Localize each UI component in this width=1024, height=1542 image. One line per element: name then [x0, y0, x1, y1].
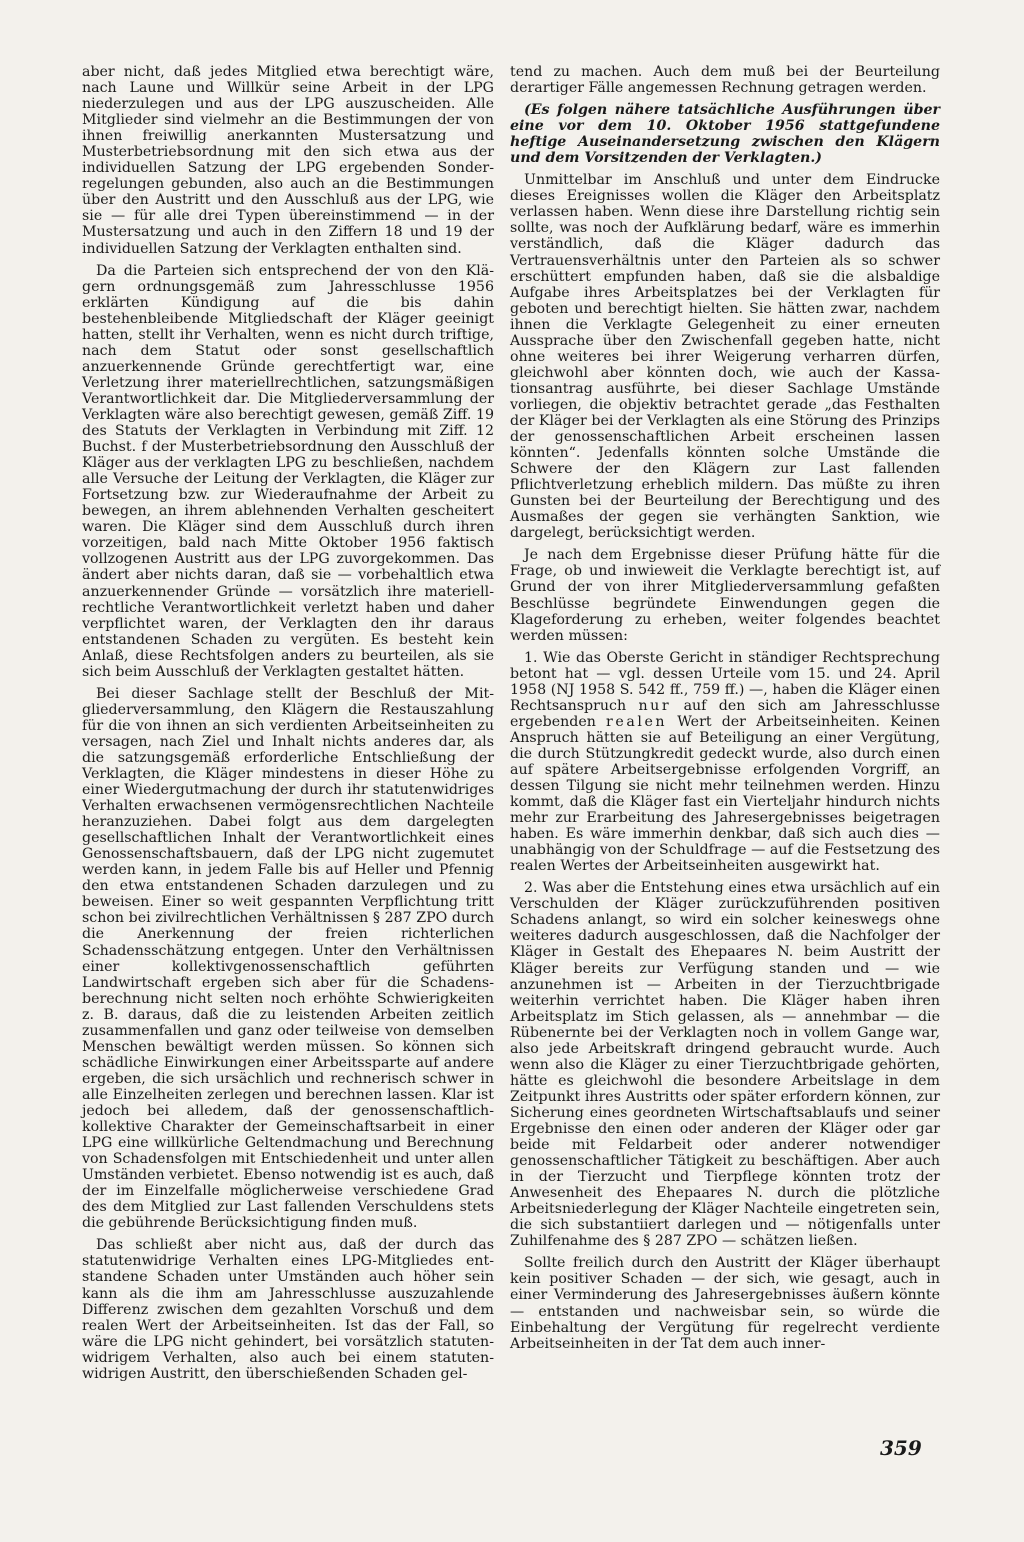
paragraph: Sollte freilich durch den Austritt der Kläger überhaupt kein positiver Schaden — der sich, wie gesagt, auch in einer Verminderung des Jahresergebnisses äußern könnte — entstanden und nachweisbar sein, so würde die Einbehaltung der Vergütung für regelrecht verdiente Arbeitseinheiten in der Tat dem auch inner- — [510, 1255, 940, 1352]
paragraph: Unmittelbar im Anschluß und unter dem Eindrucke dieses Ereignisses wollen die Kläger den Arbeitsplatz verlassen haben. Wenn diese ihre Darstellung richtig sein sollte, was noch der Aufklärung bedarf, wäre es immerhin verständlich, daß die Kläger dadurch das Vertrauensverhältnis unter den Parteien als so schwer erschüttert empfunden haben, daß sie die alsbaldige Aufgabe ihres Arbeitsplatzes bei der Verklagten für geboten und berechtigt hielten. Sie hätten zwar, nachdem ihnen die Verklagte Gelegenheit zu einer erneuten Aussprache über den Zwischenfall gegeben hatte, nicht ohne weiteres bei ihrer Weigerung verharren dürfen, gleichwohl aber könnten doch, wie auch der Kassationsantrag ausführte, bei dieser Sachlage Umstände vorliegen, die objektiv betrachtet gerade „das Festhalten der Kläger bei der Verklagten als eine Störung des Prinzips der genossenschaftlichen Arbeit erscheinen lassen könnten“. Jedenfalls könnten solche Umstände die Schwere der den Klägern zur Last fallenden Pflichtverletzung erheblich mildern. Das müßte zu ihren Gunsten bei der Beurteilung der Berechtigung und des Ausmaßes der gegen sie verhängten Sanktion, wie dargelegt, berücksichtigt werden. — [510, 172, 940, 542]
paragraph: tend zu machen. Auch dem muß bei der Beurteilung derartiger Fälle angemessen Rechnung getragen werden. — [510, 64, 940, 97]
emphasis: nur — [638, 697, 672, 714]
left-column — [82, 64, 494, 1388]
right-column — [510, 64, 940, 1358]
emphasis: realen — [606, 713, 668, 730]
paragraph: Bei dieser Sachlage stellt der Beschluß der Mitgliederversammlung, den Klägern die Restauszahlung für die von ihnen an sich verdienten Arbeitseinheiten zu versagen, nach Ziel und Inhalt nichts anderes dar, als die satzungsgemäß erforderliche Entschließung der Verklagten, die Kläger mindestens in dieser Höhe zu einer Wiedergutmachung der durch ihr statutenwidriges Verhalten erwachsenen vermögensrechtlichen Nachteile heranzuziehen. Dabei folgt aus dem dargelegten gesellschaftlichen Inhalt der Verantwortlichkeit eines Genossenschaftsbauern, daß der LPG nicht zugemutet werden kann, in jedem Falle bis auf Heller und Pfennig den etwa entstandenen Schaden darzulegen und zu beweisen. Einer so weit gespannten Verpflichtung tritt schon bei zivilrechtlichen Verhältnissen § 287 ZPO durch die Anerkennung der freien richterlichen Schadensschätzung entgegen. Unter den Verhältnissen einer kollektivgenossenschaftlich geführten Landwirtschaft ergeben sich aber für die Schadensberechnung nicht selten noch erhöhte Schwierigkeiten z. B. daraus, daß die zu leistenden Arbeiten zeitlich zusammenfallen und ganz oder teilweise von demselben Menschen bewältigt werden müssen. So können sich schädliche Einwirkungen einer Arbeitssparte auf andere ergeben, die sich ursächlich und rechnerisch schwer in alle Einzelheiten zerlegen und berechnen lassen. Klar ist jedoch bei alledem, daß der genossenschaftlich-kollektive Charakter der Gemeinschaftsarbeit in einer LPG eine willkürliche Geltendmachung und Berechnung von Schadensfolgen mit Entschiedenheit und unter allen Umständen verbietet. Ebenso notwendig ist es auch, daß der im Einzelfalle möglicherweise verschiedene Grad des dem Mitglied zur Last fallenden Verschuldens stets die gebührende Berücksichtigung finden muß. — [82, 685, 494, 1232]
paragraph: Das schließt aber nicht aus, daß der durch das statutenwidrige Verhalten eines LPG-Mitgliedes entstandene Schaden unter Umständen auch höher sein kann als die ihm am Jahresschlusse auszuzahlende Differenz zwischen dem gezahlten Vorschuß und dem realen Wert der Arbeitseinheiten. Ist das der Fall, so wäre die LPG nicht gehindert, bei vorsätzlich statutenwidrigem Verhalten, also auch bei einem statutenwidrigen Austritt, den überschießenden Schaden gel- — [82, 1237, 494, 1382]
text-run: auf den sich am Jahresschlusse ergebenden — [510, 697, 940, 730]
text-run: Wert der Arbeitseinheiten. Keinen Anspruch hätten sie auf Beteiligung an einer Vergütung, die durch Stützungkredit gedeckt wurde, also durch einen auf spätere Arbeitsergebnisse erfolgenden Vorgriff, an dessen Tilgung sie nicht mehr teilnehmen werden. Hinzu kommt, daß die Kläger fast ein Vierteljahr hindurch nichts mehr zur Erarbeitung des Jahresergebnisses beigetragen haben. Es wäre immerhin denkbar, daß sich auch dies — unabhängig von der Schuldfrage — auf die Festsetzung des realen Wertes der Arbeitseinheiten ausgewirkt hat. — [510, 713, 940, 875]
paragraph: Da die Parteien sich entsprechend der von den Klägern ordnungsgemäß zum Jahresschlusse 1956 erklärten Kündigung auf die bis dahin bestehenbleibende Mitgliedschaft der Kläger geeinigt hatten, stellt ihr Verhalten, wenn es nicht durch triftige, nach dem Statut oder sonst gesellschaftlich anzuerkennende Gründe gerechtfertigt war, eine Verletzung ihrer materiellrechtlichen, satzungsmäßigen Verantwortlichkeit dar. Die Mitgliederversammlung der Verklagten wäre also berechtigt gewesen, gemäß Ziff. 19 des Statuts der Verklagten in Verbindung mit Ziff. 12 Buchst. f der Musterbetriebsordnung den Ausschluß der Kläger aus der verklagten LPG zu beschließen, nachdem alle Versuche der Leitung der Verklagten, die Kläger zur Fortsetzung bzw. zur Wiederaufnahme der Arbeit zu bewegen, an ihrem ablehnenden Verhalten gescheitert waren. Die Kläger sind dem Ausschluß durch ihren vorzeitigen, bald nach Mitte Oktober 1956 faktisch vollzogenen Austritt aus der LPG zuvorgekommen. Das ändert aber nichts daran, daß sie — vorbehaltlich etwa anzuerkennender Gründe — vorsätzlich ihre materiellrechtliche Verantwortlichkeit verletzt haben und daher verpflichtet waren, der Verklagten den ihr daraus entstandenen Schaden zu vergüten. Es besteht kein Anlaß, diese Rechtsfolgen anders zu beurteilen, als sie sich beim Ausschluß der Verklagten gestaltet hätten. — [82, 262, 494, 680]
editorial-note: (Es folgen nähere tatsächliche Ausführungen über eine vor dem 10. Oktober 1956 stattgefundene heftige Auseinandersetzung zwischen den Klägern und dem Vorsitzenden der Verklagten.) — [510, 102, 940, 167]
paragraph: Je nach dem Ergebnisse dieser Prüfung hätte für die Frage, ob und inwieweit die Verklagte berechtigt ist, auf Grund der von ihrer Mitgliederversammlung gefaßten Beschlüsse begründete Einwendungen gegen die Klageforderung zu erheben, weiter folgendes beachtet werden müssen: — [510, 547, 940, 644]
text-run: 1. Wie das Oberste Gericht in ständiger Rechtsprechung betont hat — vgl. dessen Urteile vom 15. und 24. April 1958 (NJ 1958 S. 542 ff., 759 ff.) —, haben die Kläger einen Rechtsanspruch — [510, 649, 940, 714]
numbered-paragraph — [510, 650, 940, 875]
paragraph: aber nicht, daß jedes Mitglied etwa berechtigt wäre, nach Laune und Willkür seine Arbeit in der LPG niederzulegen und aus der LPG auszuscheiden. Alle Mitglieder sind vielmehr an die Bestimmungen der von ihnen freiwillig anerkannten Mustersatzung und Musterbetriebsordnung mit den sich etwa aus der individuellen Satzung der LPG ergebenden Sonderregelungen gebunden, also auch an die Bestimmungen über den Austritt und den Ausschluß aus der LPG, wie sie — für alle drei Typen übereinstimmend — in der Mustersatzung und auch in den Ziffern 18 und 19 der individuellen Satzung der Verklagten enthalten sind. — [82, 64, 494, 257]
numbered-paragraph: 2. Was aber die Entstehung eines etwa ursächlich auf ein Verschulden der Kläger zurückzuführenden positiven Schadens anlangt, so wird ein solcher keineswegs ohne weiteres dadurch ausgeschlossen, daß die Nachfolger der Kläger in Gestalt des Ehepaares N. beim Austritt der Kläger bereits zur Verfügung standen und — wie anzunehmen ist — Arbeiten in der Tierzuchtbrigade weiterhin verrichtet haben. Die Kläger haben ihren Arbeitsplatz im Stich gelassen, als — annehmbar — die Rübenernte bei der Verklagten noch in vollem Gange war, also jede Arbeitskraft dringend gebraucht wurde. Auch wenn also die Kläger zu einer Tierzuchtbrigade gehörten, hätte es gleichwohl die besondere Arbeitslage in dem Zeitpunkt ihres Austritts oder später erfordern können, zur Sicherung eines geordneten Wirtschaftsablaufs und seiner Ergebnisse den einen oder anderen der Kläger oder gar beide mit Feldarbeit oder anderer notwendiger genossenschaftlicher Tätigkeit zu beschäftigen. Aber auch in der Tierzucht und Tierpflege könnten trotz der Anwesenheit des Ehepaares N. durch die plötzliche Arbeitsniederlegung der Kläger Nachteile eingetreten sein, die sich substantiiert darlegen und — nötigenfalls unter Zuhilfenahme des § 287 ZPO — schätzen ließen. — [510, 880, 940, 1250]
page-number: 359 — [880, 1436, 922, 1460]
